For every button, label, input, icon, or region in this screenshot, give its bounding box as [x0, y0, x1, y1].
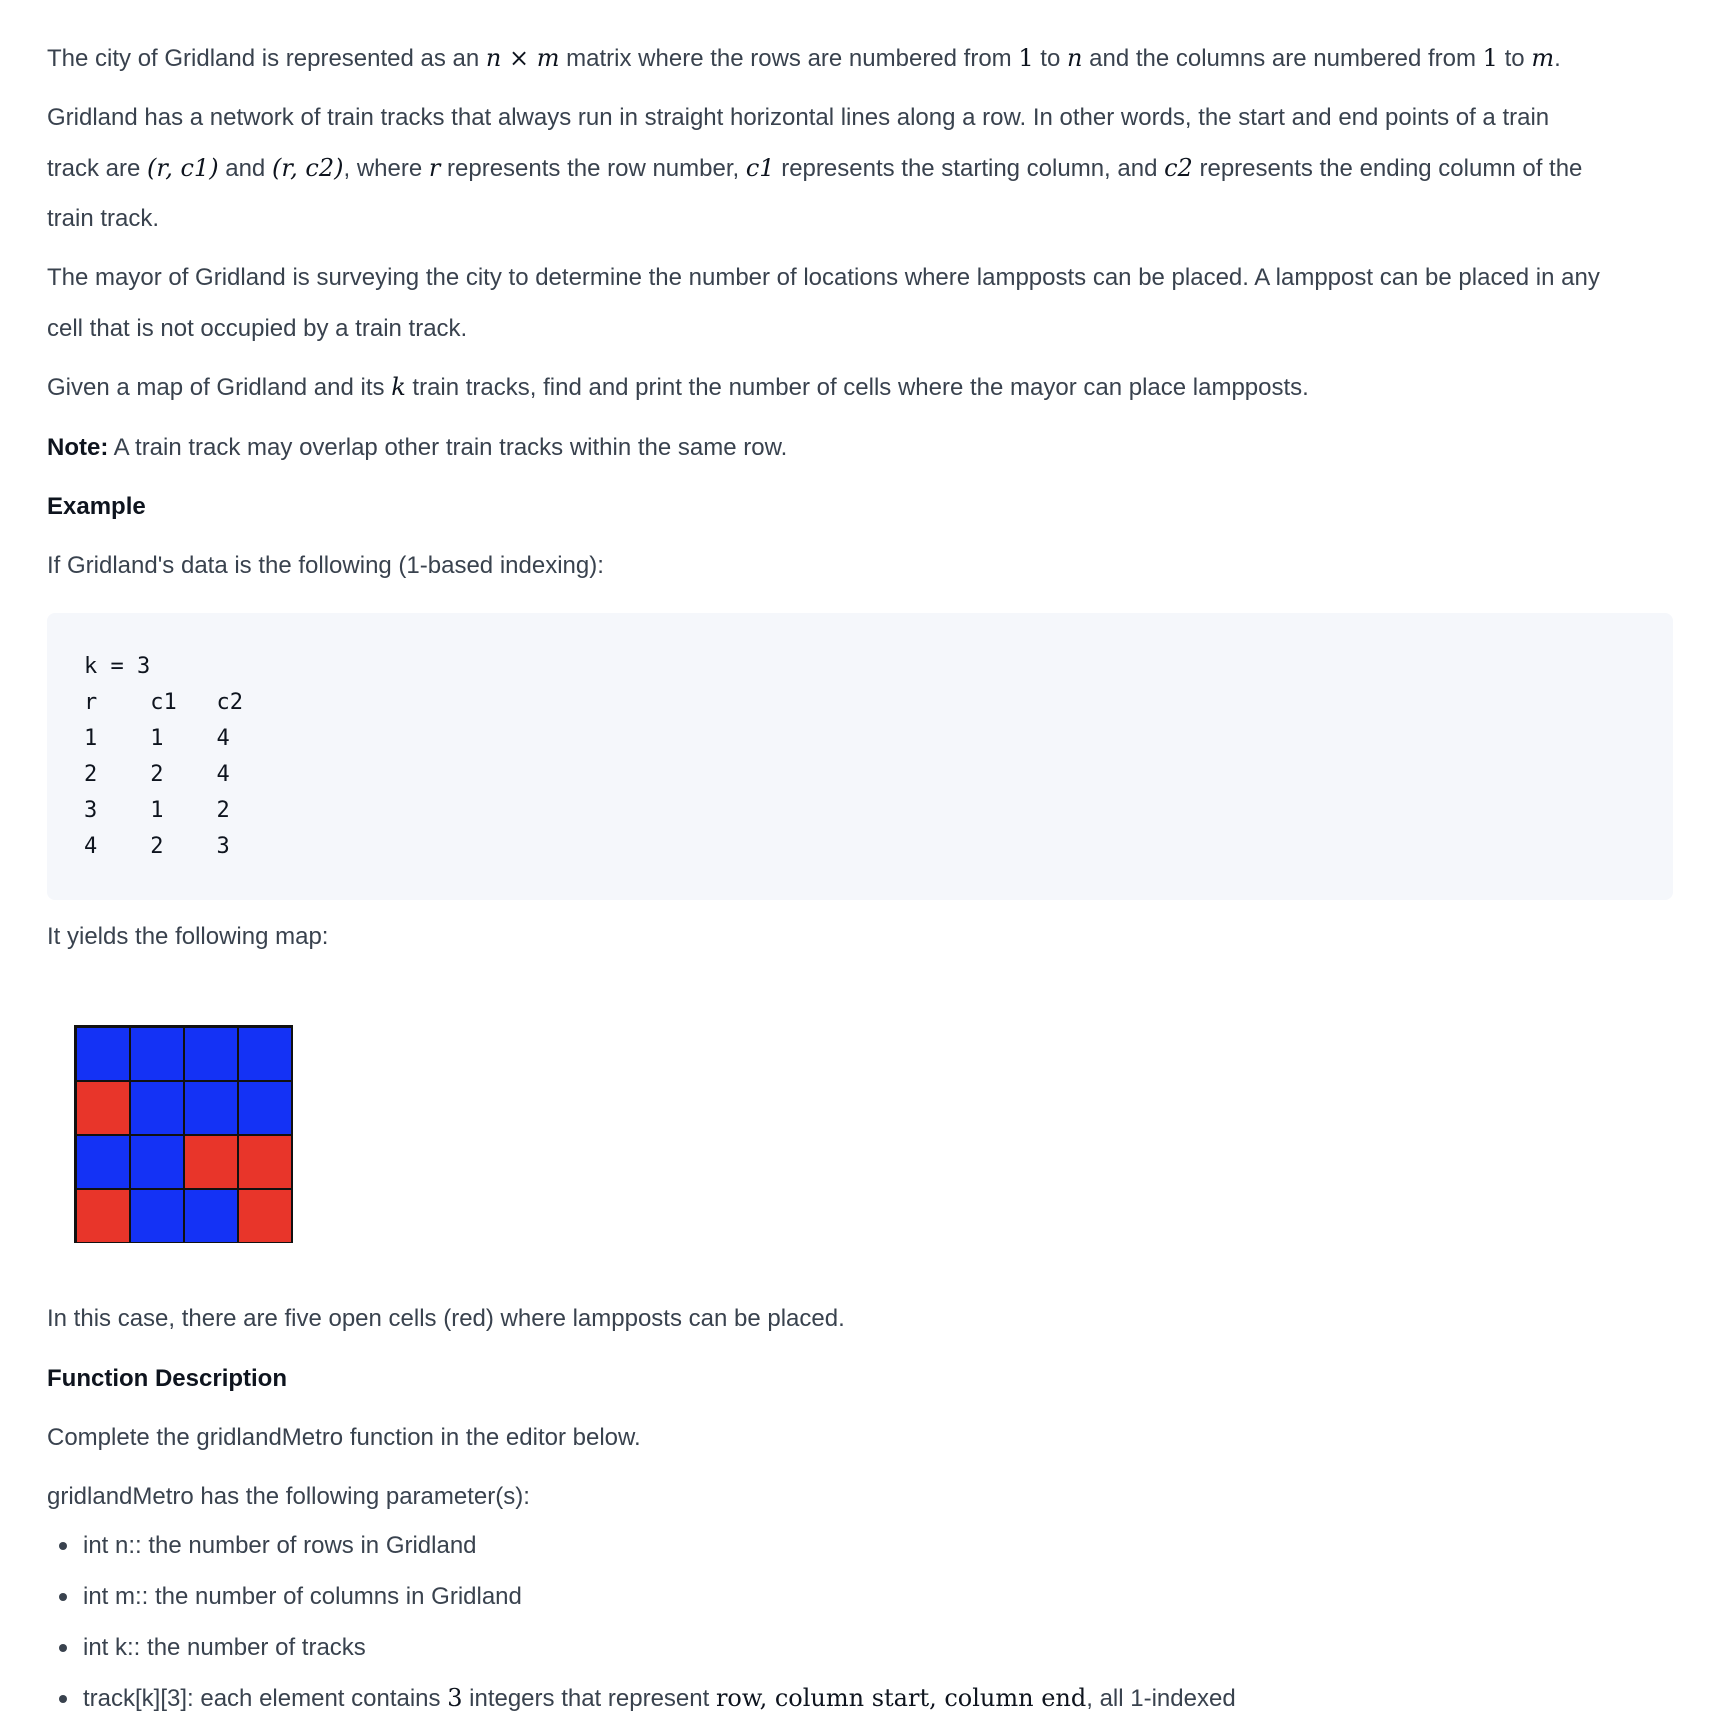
- code-line: 3 1 2: [84, 798, 230, 823]
- code-line: 4 2 3: [84, 834, 230, 859]
- map-lead: It yields the following map:: [47, 923, 329, 950]
- gridland-map: [74, 1025, 293, 1243]
- function-description-heading: Function Description: [47, 1365, 287, 1392]
- intro-paragraph-2-line-3: train track.: [47, 205, 160, 232]
- example-conclusion: In this case, there are five open cells (red) where lampposts can be placed.: [47, 1305, 845, 1332]
- track-cell: [76, 1135, 130, 1189]
- track-cell: [130, 1189, 184, 1243]
- track-cell: [184, 1081, 238, 1135]
- code-line: 2 2 4: [84, 762, 230, 787]
- parameter-item: int m:: the number of columns in Gridland: [47, 1571, 1236, 1622]
- parameter-list: [47, 1520, 1236, 1724]
- track-cell: [184, 1189, 238, 1243]
- open-cell: [184, 1135, 238, 1189]
- parameters-lead: gridlandMetro has the following parameter(s):: [47, 1483, 530, 1510]
- intro-paragraph-2-line-2: track are (r, c1) and (r, c2), where r represents the row number, c1 represents the starting column, and c2 represents the ending column of the: [47, 154, 1583, 182]
- code-line: k = 3: [84, 654, 151, 679]
- intro-paragraph-1: The city of Gridland is represented as an n × m matrix where the rows are numbered from 1 to n and the columns are numbered from 1 to m.: [47, 44, 1561, 72]
- intro-paragraph-3-line-2: cell that is not occupied by a train track.: [47, 315, 468, 342]
- intro-paragraph-2-line-1: Gridland has a network of train tracks that always run in straight horizontal lines along a row. In other words, the start and end points of a train: [47, 104, 1550, 131]
- track-cell: [130, 1027, 184, 1081]
- bullet-icon: [59, 1695, 67, 1703]
- example-code-block: [47, 613, 1673, 900]
- note-paragraph: Note: A train track may overlap other train tracks within the same row.: [47, 434, 788, 461]
- parameter-item: int n:: the number of rows in Gridland: [47, 1520, 1236, 1571]
- track-cell: [130, 1135, 184, 1189]
- open-cell: [76, 1189, 130, 1243]
- open-cell: [76, 1081, 130, 1135]
- intro-paragraph-4: Given a map of Gridland and its k train tracks, find and print the number of cells where the mayor can place lampposts.: [47, 373, 1309, 401]
- code-line: 1 1 4: [84, 726, 230, 751]
- track-cell: [76, 1027, 130, 1081]
- track-cell: [238, 1027, 292, 1081]
- track-cell: [184, 1027, 238, 1081]
- example-heading: Example: [47, 493, 146, 520]
- track-cell: [238, 1081, 292, 1135]
- note-label: Note:: [47, 434, 109, 461]
- intro-paragraph-3-line-1: The mayor of Gridland is surveying the city to determine the number of locations where lampposts can be placed. A lamppost can be placed in any: [47, 264, 1600, 291]
- example-lead: If Gridland's data is the following (1-based indexing):: [47, 552, 604, 579]
- open-cell: [238, 1135, 292, 1189]
- parameter-item: track[k][3]: each element contains 3 integers that represent row, column start, column end, all 1-indexed: [47, 1673, 1236, 1724]
- bullet-icon: [59, 1644, 67, 1652]
- open-cell: [238, 1189, 292, 1243]
- bullet-icon: [59, 1542, 67, 1550]
- code-line: r c1 c2: [84, 690, 243, 715]
- bullet-icon: [59, 1593, 67, 1601]
- function-description-text: Complete the gridlandMetro function in the editor below.: [47, 1424, 641, 1451]
- track-cell: [130, 1081, 184, 1135]
- parameter-item: int k:: the number of tracks: [47, 1622, 1236, 1673]
